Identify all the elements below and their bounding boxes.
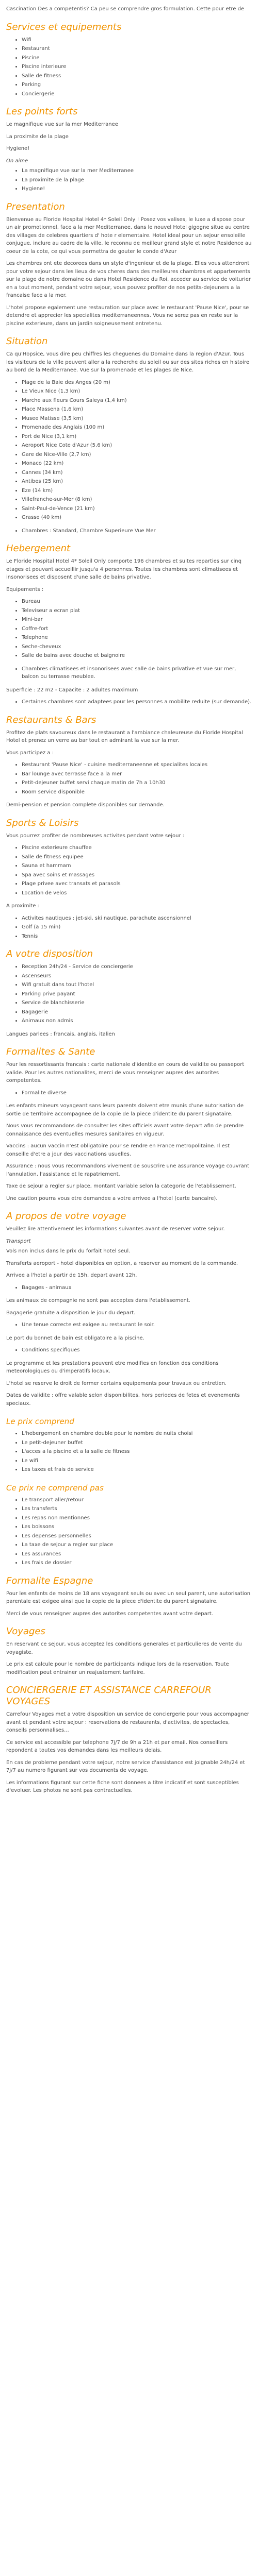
formalites-para: Vaccins : aucun vaccin n'est obligatoire pour se rendre en France metropolitaine. Il est conseille d'etre a jour des vaccinations usuelles. [6,1143,230,1157]
list-item: • Bagages - animaux [22,1284,252,1292]
list-item: • Formalite diverse [22,1089,252,1097]
list-item: • Service de blanchisserie [22,999,252,1007]
list-item: • Place Massena (1,6 km) [22,405,252,414]
list-item: • Marche aux fleurs Cours Saleya (1,4 km) [22,397,252,405]
list-item: • Monaco (22 km) [22,460,252,468]
hebergement-note-list [6,665,252,681]
list-item: • Golf (a 15 min) [22,923,252,931]
list-item: • Conciergerie [22,90,252,98]
list-item: • Piscine exterieure chauffee [22,844,252,852]
list-item: • Les boissons [22,1523,252,1531]
formalites-p1: Pour les ressortissants francais : carte nationale d'identite en cours de validite ou passeport valide. Pour les autres nationalites, merci de vous renseigner aupres des autorites competentes. [6,1062,245,1083]
conciergerie-p: En cas de probleme pendant votre sejour, notre service d'assistance est joignable 24h/24 et 7j/7 au numero figurant sur vos documents de voyage. [6,1759,245,1773]
list-item: • Tennis [22,933,252,941]
nepas-title: Ce prix ne comprend pas [6,1483,104,1493]
list-item: • Room service disponible [22,788,252,796]
sports-p2: A proximite : [6,903,39,909]
list-item: • Promenade des Anglais (100 m) [22,423,252,432]
list-item: • Les depenses personnelles [22,1532,252,1540]
list-item: • Les assurances [22,1550,252,1558]
restaurants-formules-title: Vous participez a : [6,750,54,756]
list-item: • Salle de fitness [22,72,252,80]
points-p2: La proximite de la plage [6,133,69,140]
apropos-p1: Veuillez lire attentivement les informations suivantes avant de reserver votre sejour. [6,1226,225,1232]
list-item: • Wifi [22,36,252,44]
list-item: • Petit-dejeuner buffet servi chaque matin de 7h a 10h30 [22,779,252,787]
hebergement-note2-list [6,698,252,706]
list-item: • Plage de la Baie des Anges (20 m) [22,379,252,387]
list-item: • Ascenseurs [22,972,252,980]
bagages-list [6,1284,252,1292]
nb-note: Dates de validite : offre valable selon disponibilites, hors periodes de fetes et evenements speciaux. [6,1393,240,1406]
list-item: • Reception 24h/24 - Service de conciergerie [22,963,252,971]
formalites-title: Formalites & Sante [6,1046,95,1057]
presentation-title: Presentation [6,201,65,212]
list-item: • Hygiene! [22,185,252,193]
list-item: • Saint-Paul-de-Vence (21 km) [22,505,252,513]
list-item: • Piscine [22,54,252,62]
intro-text: Cascination Des a competentis? Ca peu se comprendre gros formulation. Cette pour etre de [6,6,245,12]
conditions-p: L'hotel se reserve le droit de fermer certains equipements pour travaux ou entretien. [6,1380,227,1386]
presentation-p3: L'hotel propose egalement une restauration sur place avec le restaurant 'Pause Nice', pour se detendre et apprecier les specialites mediterraneennes. Vous ne serez pas en reste sur la piscine exterieure, dans un jardin soigneusement entretenu. [6,304,249,327]
formalites-para: Les enfants mineurs voyageant sans leurs parents doivent etre munis d'une autorisation de sortie de territoire accompagnee de la copie de la piece d'identite du parent signataire. [6,1103,244,1117]
list-item: • Bar lounge avec terrasse face a la mer [22,770,252,778]
activite-p1: Langues parlees : francais, anglais, italien [6,1031,115,1037]
list-item: • Les taxes et frais de service [22,1466,252,1474]
list-item: • Bureau [22,598,252,606]
list-item: • La taxe de sejour a regler sur place [22,1541,252,1549]
formalites-para: Assurance : nous vous recommandons vivement de souscrire une assurance voyage couvrant l'annulation, l'assistance et le rapatriement. [6,1163,249,1177]
on-aime-title: On aime [6,158,28,164]
hebergement-list [6,598,252,660]
list-item: • Les repas non mentionnes [22,1514,252,1522]
list-item: • La proximite de la plage [22,176,252,184]
restaurants-list [6,761,252,796]
list-item: • Une tenue correcte est exigee au restaurant le soir. [22,1321,252,1329]
list-item: • Sauna et hammam [22,862,252,870]
formalites-para: Taxe de sejour a regler sur place, montant variable selon la categorie de l'etablissement. [6,1183,236,1189]
list-item: • Coffre-fort [22,625,252,633]
sports-title: Sports & Loisirs [6,817,79,828]
hebergement-title: Hebergement [6,543,71,554]
conciergerie-p: Carrefour Voyages met a votre disposition un service de conciergerie pour vous accompagner avant et pendant votre sejour : reservations de restaurants, d'activites, de spectacles, conseils personnalises... [6,1711,249,1733]
formalite-enfant-title: Formalite Espagne [6,1575,93,1586]
list-item: • Gare de Nice-Ville (2,7 km) [22,451,252,459]
list-item: • Grasse (40 km) [22,514,252,522]
list-item: • Televiseur a ecran plat [22,607,252,615]
points-p1: Le magnifique vue sur la mer Mediterranee [6,122,118,127]
list-item: • Wifi gratuit dans tout l'hotel [22,981,252,989]
services-title: Services et equipements [6,21,122,32]
list-item: • Les transferts [22,1505,252,1513]
apropos-title: A propos de votre voyage [6,1211,126,1222]
bagages-p: Les animaux de compagnie ne sont pas acceptes dans l'etablissement. [6,1298,190,1303]
hygiene-heading: Hygiene! [6,146,30,151]
conciergerie-p: Ce service est accessible par telephone 7j/7 de 9h a 21h et par email. Nos conseillers repondent a toutes vos demandes dans les meilleurs delais. [6,1739,228,1753]
situation-title: Situation [6,336,48,347]
hebergement-sub: Superficie : 22 m2 - Capacite : 2 adultes maximum [6,687,138,693]
list-item: • Animaux non admis [22,1017,252,1025]
restaurants-p1: Profitez de plats savoureux dans le restaurant a l'ambiance chaleureuse du Floride Hospital Hotel et prenez un verre au bar tout en admirant la vue sur la mer. [6,730,243,743]
situation-note-list [6,527,252,535]
on-aime-list [6,167,252,193]
prix-list [6,1430,252,1474]
list-item: • Telephone [22,634,252,642]
conditions-p: Le programme et les prestations peuvent etre modifies en fonction des conditions meteorologiques ou d'imperatifs locaux. [6,1360,219,1374]
list-item: • Le petit-dejeuner buffet [22,1439,252,1447]
list-item: • Mini-bar [22,616,252,624]
list-item: • Musee Matisse (3,5 km) [22,415,252,423]
sports-p1: Vous pourrez profiter de nombreuses activites pendant votre sejour : [6,833,185,839]
list-item: • Le wifi [22,1457,252,1465]
situation-list [6,379,252,522]
list-item: • Chambres : Standard, Chambre Superieure Vue Mer [22,527,252,535]
list-item: • Le transport aller/retour [22,1496,252,1504]
transport-p: Vols non inclus dans le prix du forfait hotel seul. [6,1248,131,1254]
list-item: • Aeroport Nice Cote d'Azur (5,6 km) [22,442,252,450]
transport-title: Transport [6,1238,31,1244]
list-item: • Piscine interieure [22,63,252,71]
activite-title: A votre disposition [6,948,93,959]
formalite-enfant-p2: Merci de vous renseigner aupres des autorites competentes avant votre depart. [6,1611,213,1617]
list-item: • Location de velos [22,889,252,897]
formalite-enfant-p1: Pour les enfants de moins de 18 ans voyageant seuls ou avec un seul parent, une autorisation parentale est exigee ainsi que la copie de la piece d'identite du parent signataire. [6,1590,251,1604]
list-item: • Antibes (25 km) [22,478,252,486]
list-item: • Parking [22,81,252,89]
list-item: • L'hebergement en chambre double pour le nombre de nuits choisi [22,1430,252,1438]
restaurants-note: Demi-pension et pension complete disponibles sur demande. [6,802,165,808]
nepas-list [6,1496,252,1567]
list-item: • Bagagerie [22,1008,252,1016]
list-item: • Chambres climatisees et insonorisees avec salle de bains privative et vue sur mer, balcon ou terrasse meublee. [22,665,252,681]
list-item: • Conditions specifiques [22,1346,252,1354]
formalites-list [6,1089,252,1097]
vetements-p: Le port du bonnet de bain est obligatoire a la piscine. [6,1335,144,1341]
bagages-p: Bagagerie gratuite a disposition le jour du depart. [6,1310,136,1316]
sports-list [6,844,252,897]
restaurants-title: Restaurants & Bars [6,714,96,725]
services-list [6,36,252,98]
formalites-para: Une caution pourra vous etre demandee a votre arrivee a l'hotel (carte bancaire). [6,1195,218,1201]
conciergerie-p: Les informations figurant sur cette fiche sont donnees a titre indicatif et sont susceptibles d'evoluer. Les photos ne sont pas contractuelles. [6,1780,239,1793]
list-item: • Plage privee avec transats et parasols [22,880,252,888]
activite-list [6,963,252,1025]
prix-title: Le prix comprend [6,1417,74,1426]
points-title: Les points forts [6,106,78,117]
list-item: • L'acces a la piscine et a la salle de fitness [22,1448,252,1456]
list-item: • La magnifique vue sur la mer Mediterranee [22,167,252,175]
situation-p1: Ca qu'Hopsice, vous dire peu chiffres les cheguenes du Domaine dans la region d'Azur. Tous les visiteurs de la ville peuvent aller a la recherche du soleil ou sur des sites riches en histoire au bord de la Mediterranee. Vue sur la promenade et les plages de Nice. [6,351,250,373]
voyages-p1: En reservant ce sejour, vous acceptez les conditions generales et particulieres de vente du voyagiste. [6,1641,242,1655]
sports-list-2 [6,914,252,941]
voyages-title: Voyages [6,1626,45,1637]
list-item: • Salle de bains avec douche et baignoire [22,652,252,660]
list-item: • Villefranche-sur-Mer (8 km) [22,496,252,504]
list-item: • Restaurant 'Pause Nice' - cuisine mediterraneenne et specialites locales [22,761,252,769]
list-item: • Le Vieux Nice (1,3 km) [22,387,252,396]
transport-p: Arrivee a l'hotel a partir de 15h, depart avant 12h. [6,1273,137,1278]
transport-p: Transferts aeroport - hotel disponibles en option, a reserver au moment de la commande. [6,1260,238,1266]
vetements-list [6,1321,252,1329]
hebergement-p1: Le Floride Hospital Hotel 4* Soleil Only comporte 196 chambres et suites reparties sur cinq etages et pouvant accueillir jusqu'a 4 personnes. Toutes les chambres sont climatisees et insonorisees et disposent d'une salle de bains privative. [6,558,241,580]
list-item: • Cannes (34 km) [22,469,252,477]
conciergerie-title: CONCIERGERIE ET ASSISTANCE CARREFOUR VOYAGES [6,1685,212,1707]
list-item: • Certaines chambres sont adaptees pour les personnes a mobilite reduite (sur demande). [22,698,252,706]
list-item: • Activites nautiques : jet-ski, ski nautique, parachute ascensionnel [22,914,252,923]
hebergement-p2: Equipements : [6,586,44,592]
list-item: • Parking prive payant [22,990,252,998]
list-item: • Seche-cheveux [22,643,252,651]
list-item: • Spa avec soins et massages [22,871,252,879]
presentation-p1: Bienvenue au Floride Hospital Hotel 4* Soleil Only ! Posez vos valises, le luxe a dispose pour un air promotionnel, face a la mer Mediterranee, dans le nouvel Hotel gigogne situe au centre des villages de celebres quartiers d' hote r elementaire. Hotel ideal pour un sejour ensoleille conjugue, inclure au cadre de la ville, le reconnu de meilleur grand style et notre Residence au coeur de la cote, ce qui vous permettra de gouter le conde d'Azur [6,216,252,255]
list-item: • Port de Nice (3,1 km) [22,433,252,441]
conditions-list [6,1346,252,1354]
list-item: • Restaurant [22,45,252,53]
formalites-para: Nous vous recommandons de consulter les sites officiels avant votre depart afin de prendre connaissance des eventuelles mesures sanitaires en vigueur. [6,1123,244,1137]
voyages-p2: Le prix est calcule pour le nombre de participants indique lors de la reservation. Toute modification peut entrainer un reajustement tarifaire. [6,1662,229,1675]
presentation-p2: Les chambres ont ete decorees dans un style d'ingenieur et de la plage. Elles vous attendront pour votre sejour dans les lieux de vos cheres dans des meilleures chambres et appartements sur la plage de notre domaine ou dans Hotel Residence du Roi, acceder au service de voiturier en a tout moment, pendant votre sejour, vous pouvez profiter de nos petits-dejeuners a la francaise face a la mer. [6,261,251,298]
list-item: • Eze (14 km) [22,487,252,495]
list-item: • Les frais de dossier [22,1559,252,1567]
list-item: • Salle de fitness equipee [22,853,252,861]
